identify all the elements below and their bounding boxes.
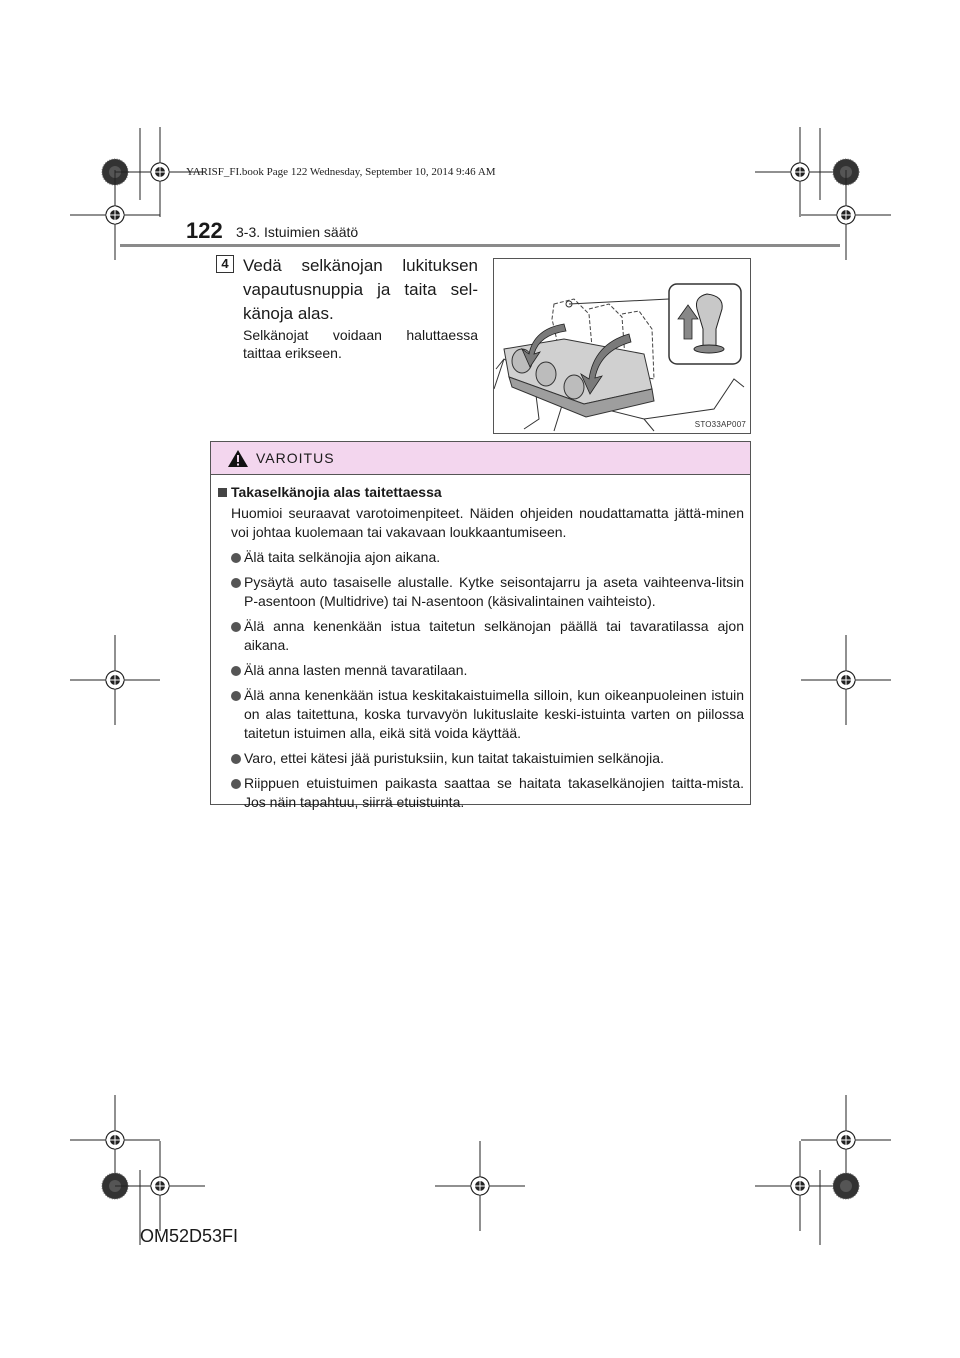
seat-fold-illustration (493, 258, 751, 434)
warning-heading-text: Takaselkänojia alas taitettaessa (231, 484, 442, 500)
bullet-icon (231, 754, 241, 764)
step-note: Selkänojat voidaan haluttaessa taittaa erikseen. (243, 327, 478, 361)
bullet-icon (231, 622, 241, 632)
warning-item (216, 573, 744, 611)
warning-title: VAROITUS (256, 450, 335, 466)
header-rule (120, 244, 840, 247)
warning-heading (218, 483, 744, 502)
warning-item (216, 774, 744, 812)
warning-item-text: Riippuen etuistuimen paikasta saattaa se haitata takaselkänojien taitta-mista. Jos näin tapahtuu, siirrä etuistuinta. (244, 775, 744, 810)
bullet-icon (231, 553, 241, 563)
warning-item (216, 661, 744, 680)
warning-item (216, 749, 744, 768)
bullet-icon (231, 779, 241, 789)
book-info: YARISF_FI.book Page 122 Wednesday, September 10, 2014 9:46 AM (186, 166, 496, 178)
warning-item-text: Älä taita selkänojia ajon aikana. (244, 549, 441, 565)
bullet-icon (231, 578, 241, 588)
section-title: 3-3. Istuimien säätö (236, 224, 359, 240)
step-instruction: Vedä selkänojan lukituksen vapautusnuppia ja taita sel-känoja alas. (243, 256, 478, 323)
warning-item-text: Pysäytä auto tasaiselle alustalle. Kytke seisontajarru ja aseta vaihteenva-litsin P-asentoon (Multidrive) tai N-asentoon (käsivalintainen vaihteisto). (244, 574, 744, 609)
step-number-badge: 4 (216, 255, 234, 273)
warning-item (216, 617, 744, 655)
warning-item-text: Varo, ettei kätesi jää puristuksiin, kun taitat takaistuimien selkänojia. (244, 750, 664, 766)
rear-seat-drawing (494, 259, 750, 433)
warning-content (216, 483, 744, 818)
warning-item-text: Älä anna lasten mennä tavaratilaan. (244, 662, 468, 678)
warning-header (211, 442, 750, 475)
warning-intro: Huomioi seuraavat varotoimenpiteet. Näiden ohjeiden noudattamatta jättä-minen voi johtaa kuolemaan tai vakavaan loukkaantumiseen. (231, 505, 744, 540)
warning-list (216, 548, 744, 812)
bullet-icon (231, 691, 241, 701)
warning-item (216, 686, 744, 743)
warning-triangle-icon (227, 449, 249, 468)
warning-item-text: Älä anna kenenkään istua taitetun selkänojan päällä tai tavaratilassa ajon aikana. (244, 618, 744, 653)
illustration-code: STO33AP007 (694, 420, 746, 429)
warning-item-text: Älä anna kenenkään istua keskitakaistuimella silloin, kun oikeanpuoleinen istuin on alas taitettuna, koska turvavyön lukituslaite keski-istuinta varten on piilossa taitetun istuimen alla, eikä sitä voida käyttää. (244, 687, 744, 741)
document-code: OM52D53FI (140, 1226, 239, 1246)
warning-item (216, 548, 744, 567)
page-number: 122 (186, 218, 223, 243)
bullet-icon (231, 666, 241, 676)
warning-box (210, 441, 751, 810)
square-bullet-icon (218, 488, 227, 497)
